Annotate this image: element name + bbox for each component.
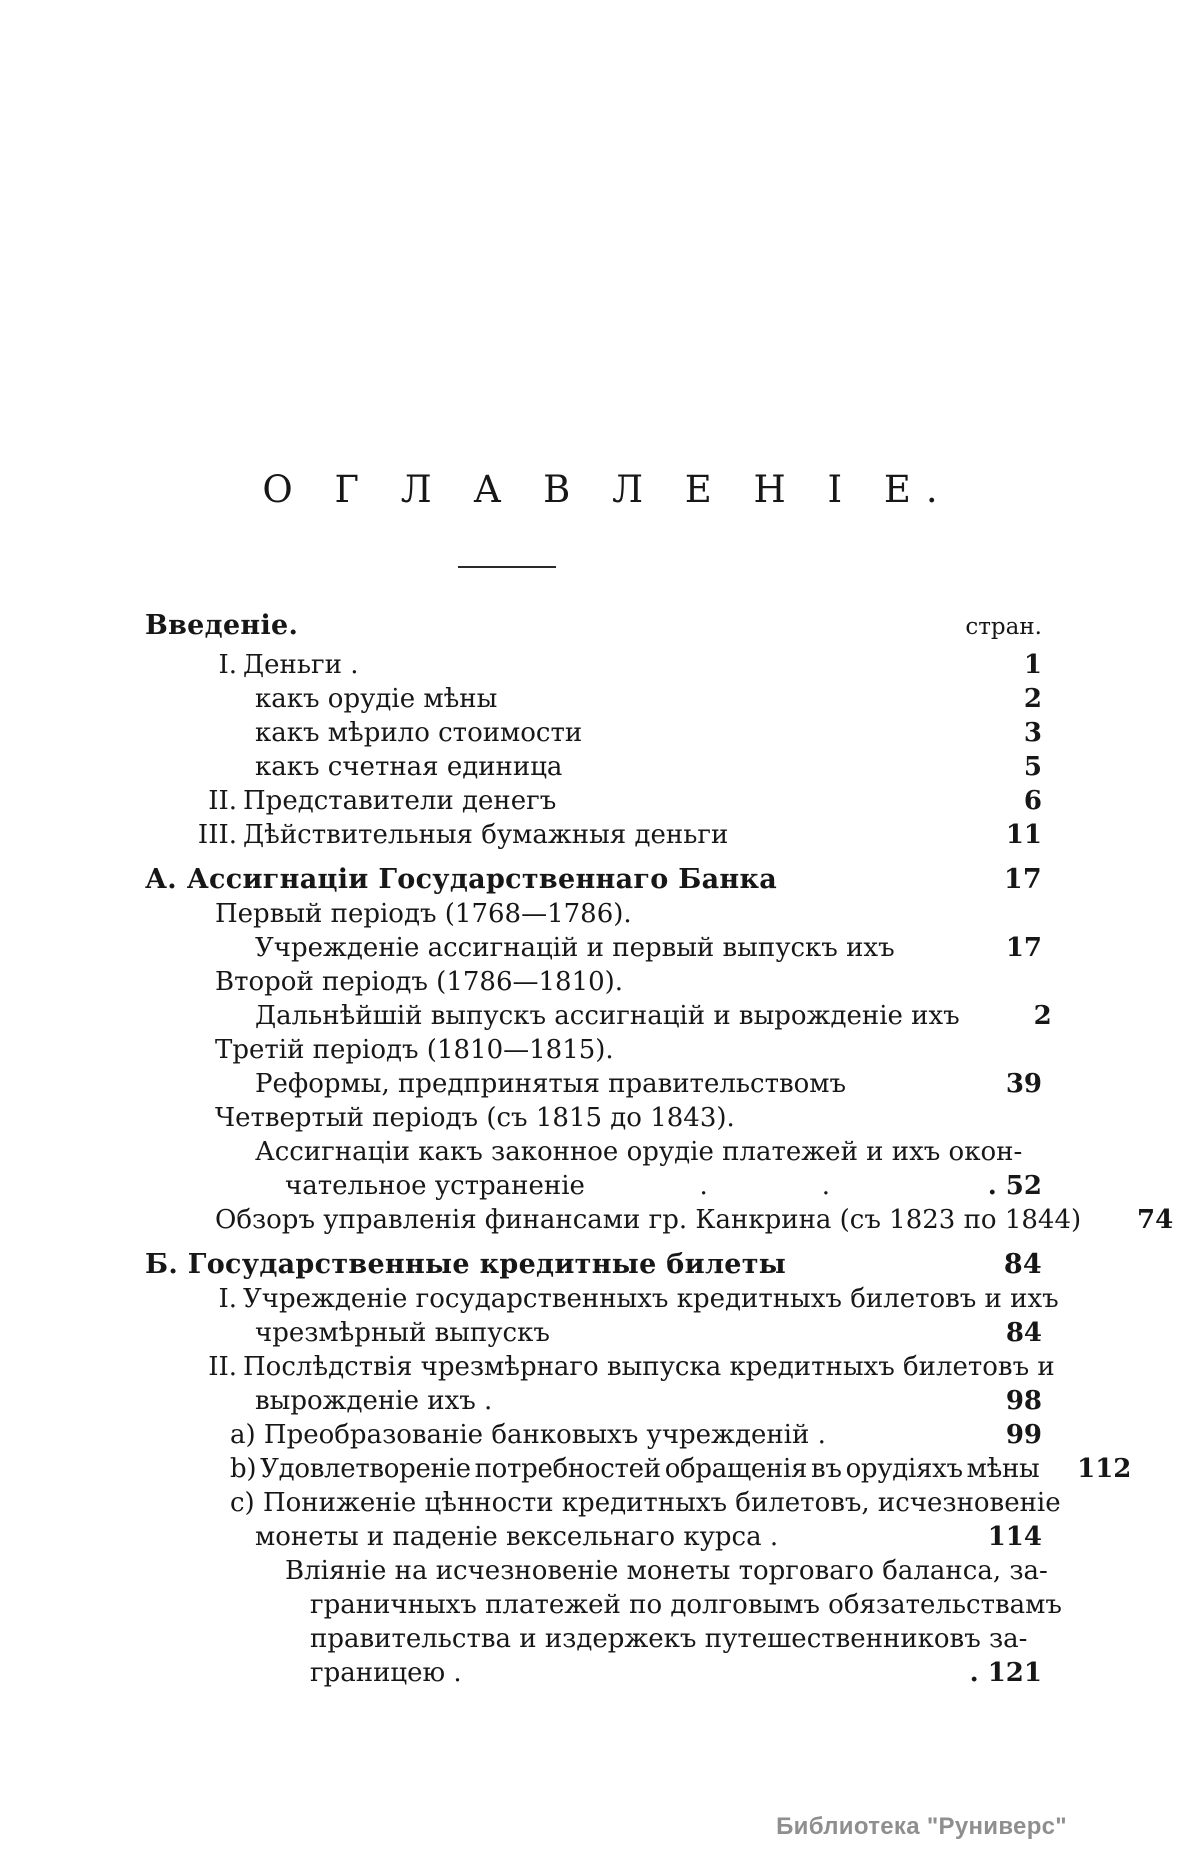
- toc-row: [145, 1203, 1174, 1237]
- toc-row-page-number: 6: [1023, 786, 1042, 816]
- toc-row: [145, 1169, 1042, 1203]
- toc-row-title: Учрежденіе государственныхъ кредитныхъ билетовъ и ихъ: [243, 1284, 1059, 1314]
- toc-row: [145, 1588, 1062, 1622]
- toc-row-title: Вліяніе на исчезновеніе монеты торговаго баланса, за-: [285, 1556, 1048, 1586]
- toc-row: [145, 750, 1042, 784]
- toc-row-title: границею .: [310, 1658, 462, 1688]
- toc-row: [145, 682, 1042, 716]
- toc-row-title: чрезмѣрный выпускъ: [255, 1318, 550, 1348]
- toc-row: [145, 1316, 1042, 1350]
- toc-row-title: монеты и паденіе вексельнаго курса .: [255, 1522, 779, 1552]
- toc-row-title: правительства и издержекъ путешественниковъ за-: [310, 1624, 1028, 1654]
- toc-row: [145, 1135, 1042, 1169]
- toc-row: [145, 818, 1042, 852]
- toc-row: [145, 1101, 1042, 1135]
- toc-row-title: Третій періодъ (1810—1815).: [215, 1035, 614, 1065]
- toc-row-page-number: 17: [1005, 933, 1042, 963]
- toc-row-title: Учрежденіе ассигнацій и первый выпускъ ихъ: [255, 933, 895, 963]
- toc-row-title: чательное устраненіе: [285, 1171, 585, 1201]
- toc-row: [145, 1067, 1042, 1101]
- toc-row: [145, 1520, 1042, 1554]
- toc-row-page-number: 1: [1023, 650, 1042, 680]
- toc-row-page-number: 3: [1023, 718, 1042, 748]
- toc-row: [145, 1384, 1042, 1418]
- toc-row-title: Четвертый періодъ (съ 1815 до 1843).: [215, 1103, 735, 1133]
- toc-row: [145, 863, 1042, 897]
- toc-row-title: граничныхъ платежей по долговымъ обязательствамъ: [310, 1590, 1062, 1620]
- toc-row-title: Деньги .: [243, 650, 359, 680]
- toc-row-title: Послѣдствія чрезмѣрнаго выпуска кредитныхъ билетовъ и: [243, 1352, 1055, 1382]
- toc-row: [145, 965, 1042, 999]
- toc-row-title: какъ орудіе мѣны: [255, 684, 498, 714]
- toc-row: [145, 1622, 1042, 1656]
- toc-row: [145, 1656, 1042, 1690]
- toc-row-title: a) Преобразованіе банковыхъ учрежденій .: [230, 1420, 826, 1450]
- toc-row: [145, 1248, 1042, 1282]
- toc-row-leader-dots: . .: [699, 1171, 832, 1201]
- toc-row-page-number: . 52: [987, 1171, 1042, 1201]
- toc-row-page-number: 99: [1005, 1420, 1042, 1450]
- toc-row-page-number: 11: [1005, 820, 1042, 850]
- toc-row-page-number: 17: [1003, 864, 1042, 895]
- toc-row-page-number: 112: [1077, 1454, 1132, 1484]
- toc-row: [145, 1452, 1132, 1486]
- toc-row-title: Дѣйствительныя бумажныя деньги: [243, 820, 729, 850]
- toc-row-page-number: 39: [1005, 1069, 1042, 1099]
- toc-rows: [145, 648, 1174, 1690]
- toc-row-page-number: 2: [1023, 684, 1042, 714]
- toc-row-title: Ассигнаціи какъ законное орудіе платежей и ихъ окон-: [255, 1137, 1023, 1167]
- toc-row: [145, 1554, 1048, 1588]
- toc-row-page-number: 2: [1033, 1001, 1052, 1031]
- toc-row: [145, 897, 1042, 931]
- toc-row: [145, 931, 1042, 965]
- toc-row-title: вырожденіе ихъ .: [255, 1386, 493, 1416]
- toc-row-page-number: 74: [1136, 1205, 1174, 1235]
- toc-row: [145, 1282, 1059, 1316]
- toc-row-page-number: 84: [1005, 1318, 1042, 1348]
- toc-row-numeral: II.: [208, 1352, 237, 1382]
- toc-row: [145, 784, 1042, 818]
- toc-row: [145, 1486, 1061, 1520]
- toc-row-page-number: 5: [1023, 752, 1042, 782]
- library-watermark: Библиотека "Руниверс": [776, 1813, 1067, 1840]
- toc-row-page-number: 98: [1005, 1386, 1042, 1416]
- toc-row-title: Первый періодъ (1768—1786).: [215, 899, 632, 929]
- toc-row-title: какъ мѣрило стоимости: [255, 718, 583, 748]
- toc-row: [145, 1418, 1042, 1452]
- toc-row-numeral: I.: [218, 650, 237, 680]
- page-title: О Г Л А В Л Е Н І Е.: [262, 468, 953, 511]
- toc-row-title: b) Удовлетвореніе потребностей обращенія въ орудіяхъ мѣны: [230, 1454, 1040, 1484]
- toc-row: [145, 648, 1042, 682]
- toc-row-numeral: I.: [218, 1284, 237, 1314]
- toc-row-numeral: III.: [197, 820, 237, 850]
- title-divider-rule: [458, 566, 556, 568]
- toc-row-title: Представители денегъ: [243, 786, 557, 816]
- toc-row-title: А. Ассигнаціи Государственнаго Банка: [145, 864, 778, 895]
- toc-row-title: Дальнѣйшій выпускъ ассигнацій и вырожденіе ихъ: [255, 1001, 960, 1031]
- toc-row-numeral: II.: [208, 786, 237, 816]
- toc-row-page-number: . 121: [969, 1658, 1042, 1688]
- toc-row-page-number: 84: [1003, 1249, 1042, 1280]
- toc-row-title: какъ счетная единица: [255, 752, 563, 782]
- toc-row: [145, 999, 1052, 1033]
- toc-row-title: Реформы, предпринятыя правительствомъ: [255, 1069, 847, 1099]
- table-of-contents: [145, 610, 1174, 1690]
- toc-row-title: c) Пониженіе цѣнности кредитныхъ билетовъ, исчезновеніе: [230, 1488, 1061, 1518]
- toc-row-page-number: 114: [987, 1522, 1042, 1552]
- toc-row: [145, 1033, 1042, 1067]
- toc-row: [145, 716, 1042, 750]
- toc-row-title: Обзоръ управленія финансами гр. Канкрина (съ 1823 по 1844): [215, 1205, 1082, 1235]
- toc-row-title: Б. Государственные кредитные билеты: [145, 1249, 787, 1280]
- toc-row: [145, 1350, 1055, 1384]
- intro-heading: Введеніе.: [145, 610, 299, 641]
- page-column-header: стран.: [965, 614, 1042, 640]
- toc-header-row: [145, 610, 1042, 648]
- toc-row-title: Второй періодъ (1786—1810).: [215, 967, 624, 997]
